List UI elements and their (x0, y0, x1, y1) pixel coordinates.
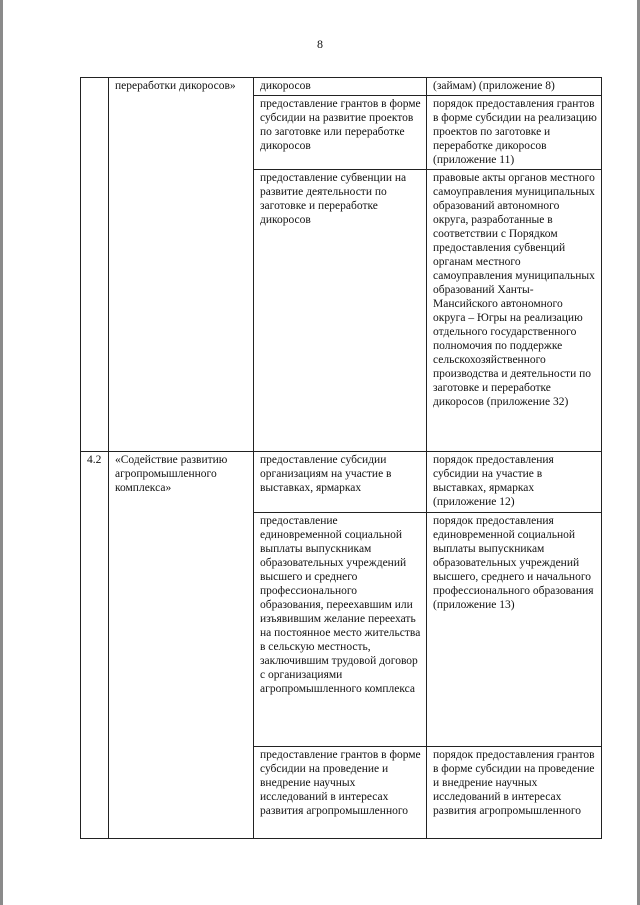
measure-cell: дикоросов (254, 78, 427, 96)
measure-cell: предоставление грантов в форме субсидии на развитие проектов по заготовке или переработке дикоросов (254, 96, 427, 170)
measure-cell: предоставление субвенции на развитие деятельности по заготовке и переработке дикоросов (254, 170, 427, 452)
measure-cell: предоставление субсидии организациям на участие в выставках, ярмарках (254, 452, 427, 513)
row-name: переработки дикоросов» (109, 78, 254, 452)
row-name: «Содействие развитию агропромышленного комплекса» (109, 452, 254, 839)
basis-cell: (займам) (приложение 8) (427, 78, 602, 96)
basis-cell: правовые акты органов местного самоуправления муниципальных образований автономного округа, разработанные в соответствии с Порядком предоставления субвенций органам местного самоуправления муниципальных образований Ханты-Мансийского автономного округа – Югры на реализацию отдельного государственного полномочия по поддержке сельскохозяйственного производства и деятельности по заготовке и переработке дикоросов (приложение 32) (427, 170, 602, 452)
table-row (81, 78, 602, 96)
basis-cell: порядок предоставления грантов в форме субсидии на проведение и внедрение научных исследований в интересах развития агропромышленного (427, 747, 602, 839)
table-row (81, 452, 602, 513)
page-number: 8 (317, 37, 323, 51)
row-number (81, 78, 109, 452)
basis-cell: порядок предоставления грантов в форме субсидии на реализацию проектов по заготовке и переработке дикоросов (приложение 11) (427, 96, 602, 170)
measure-cell: предоставление грантов в форме субсидии на проведение и внедрение научных исследований в интересах развития агропромышленного (254, 747, 427, 839)
scan-edge-left (0, 0, 3, 905)
row-number: 4.2 (81, 452, 109, 839)
measure-cell: предоставление единовременной социальной выплаты выпускникам образовательных учреждений высшего и среднего профессионального образования, переехавшим или изъявившим желание переехать на постоянное место жительства в сельскую местность, заключившим трудовой договор с организациями агропромышленного комплекса (254, 513, 427, 747)
basis-cell: порядок предоставления субсидии на участие в выставках, ярмарках (приложение 12) (427, 452, 602, 513)
basis-cell: порядок предоставления единовременной социальной выплаты выпускникам образовательных учреждений высшего, среднего и начального профессионального образования (приложение 13) (427, 513, 602, 747)
program-table (80, 77, 602, 839)
